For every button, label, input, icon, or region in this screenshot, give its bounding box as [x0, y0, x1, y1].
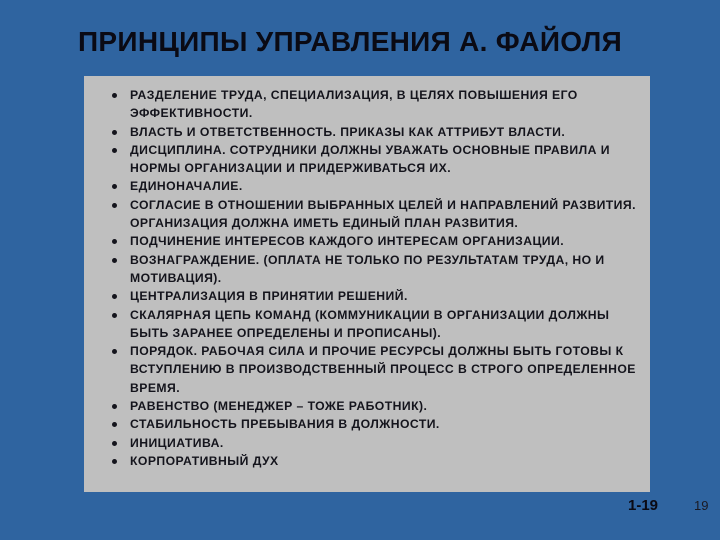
page-number: 19	[694, 498, 709, 513]
bullet-dot-icon	[112, 148, 117, 153]
bullet-dot-icon	[112, 441, 117, 446]
list-item	[84, 196, 650, 233]
bullet-dot-icon	[112, 239, 117, 244]
bullet-dot-icon	[112, 130, 117, 135]
list-item	[84, 123, 650, 141]
list-item-text: ИНИЦИАТИВА.	[130, 435, 224, 450]
list-item-text: ВЛАСТЬ И ОТВЕТСТВЕННОСТЬ. ПРИКАЗЫ КАК АТТРИБУТ ВЛАСТИ.	[130, 124, 566, 139]
principles-list	[84, 86, 650, 470]
bullet-dot-icon	[112, 203, 117, 208]
bullet-dot-icon	[112, 422, 117, 427]
bullet-dot-icon	[112, 459, 117, 464]
slide-title: ПРИНЦИПЫ УПРАВЛЕНИЯ А. ФАЙОЛЯ	[78, 26, 622, 57]
bullet-dot-icon	[112, 404, 117, 409]
list-item-text: РАЗДЕЛЕНИЕ ТРУДА, СПЕЦИАЛИЗАЦИЯ, В ЦЕЛЯХ ПОВЫШЕНИЯ ЕГО ЭФФЕКТИВНОСТИ.	[130, 88, 578, 121]
list-item-text: ЦЕНТРАЛИЗАЦИЯ В ПРИНЯТИИ РЕШЕНИЙ.	[130, 289, 408, 304]
list-item-text: РАВЕНСТВО (МЕНЕДЖЕР – ТОЖЕ РАБОТНИК).	[130, 399, 428, 414]
list-item-text: ДИСЦИПЛИНА. СОТРУДНИКИ ДОЛЖНЫ УВАЖАТЬ ОСНОВНЫЕ ПРАВИЛА И НОРМЫ ОРГАНИЗАЦИИ И ПРИДЕРЖИВАТЬСЯ ИХ.	[130, 142, 610, 176]
list-item	[84, 287, 650, 305]
bullet-dot-icon	[112, 294, 117, 299]
slide-number: 1-19	[628, 497, 659, 514]
list-item	[84, 415, 650, 433]
list-item	[84, 251, 650, 288]
list-item-text: СОГЛАСИЕ В ОТНОШЕНИИ ВЫБРАННЫХ ЦЕЛЕЙ И НАПРАВЛЕНИЙ РАЗВИТИЯ. ОРГАНИЗАЦИЯ ДОЛЖНА ИМЕТЬ ЕДИНЫЙ ПЛАН РАЗВИТИЯ.	[130, 197, 636, 231]
list-item	[84, 306, 650, 343]
list-item-text: ЕДИНОНАЧАЛИЕ.	[130, 179, 243, 194]
list-item-text: ПОРЯДОК. РАБОЧАЯ СИЛА И ПРОЧИЕ РЕСУРСЫ ДОЛЖНЫ БЫТЬ ГОТОВЫ К ВСТУПЛЕНИЮ В ПРОИЗВОДСТВЕННЫЙ ПРОЦЕСС В СТРОГО ОПРЕДЕЛЕННОЕ ВРЕМЯ.	[130, 344, 636, 395]
list-item	[84, 452, 650, 470]
list-item	[84, 232, 650, 250]
list-item-text: ВОЗНАГРАЖДЕНИЕ. (ОПЛАТА НЕ ТОЛЬКО ПО РЕЗУЛЬТАТАМ ТРУДА, НО И МОТИВАЦИЯ).	[130, 252, 605, 285]
list-item-text: СКАЛЯРНАЯ ЦЕПЬ КОМАНД (КОММУНИКАЦИИ В ОРГАНИЗАЦИИ ДОЛЖНЫ БЫТЬ ЗАРАНЕЕ ОПРЕДЕЛЕНЫ И ПРОПИСАНЫ).	[130, 307, 610, 340]
list-item-text: ПОДЧИНЕНИЕ ИНТЕРЕСОВ КАЖДОГО ИНТЕРЕСАМ ОРГАНИЗАЦИИ.	[130, 234, 565, 249]
bullet-dot-icon	[112, 258, 117, 263]
content-panel	[84, 76, 650, 492]
bullet-dot-icon	[112, 184, 117, 189]
bullet-dot-icon	[112, 349, 117, 354]
list-item	[84, 434, 650, 452]
list-item	[84, 342, 650, 397]
list-item	[84, 397, 650, 415]
list-item	[84, 86, 650, 123]
list-item	[84, 177, 650, 195]
bullet-dot-icon	[112, 93, 117, 98]
list-item	[84, 141, 650, 178]
list-item-text: КОРПОРАТИВНЫЙ ДУХ	[130, 453, 279, 468]
list-item-text: СТАБИЛЬНОСТЬ ПРЕБЫВАНИЯ В ДОЛЖНОСТИ.	[130, 417, 440, 432]
bullet-dot-icon	[112, 313, 117, 318]
